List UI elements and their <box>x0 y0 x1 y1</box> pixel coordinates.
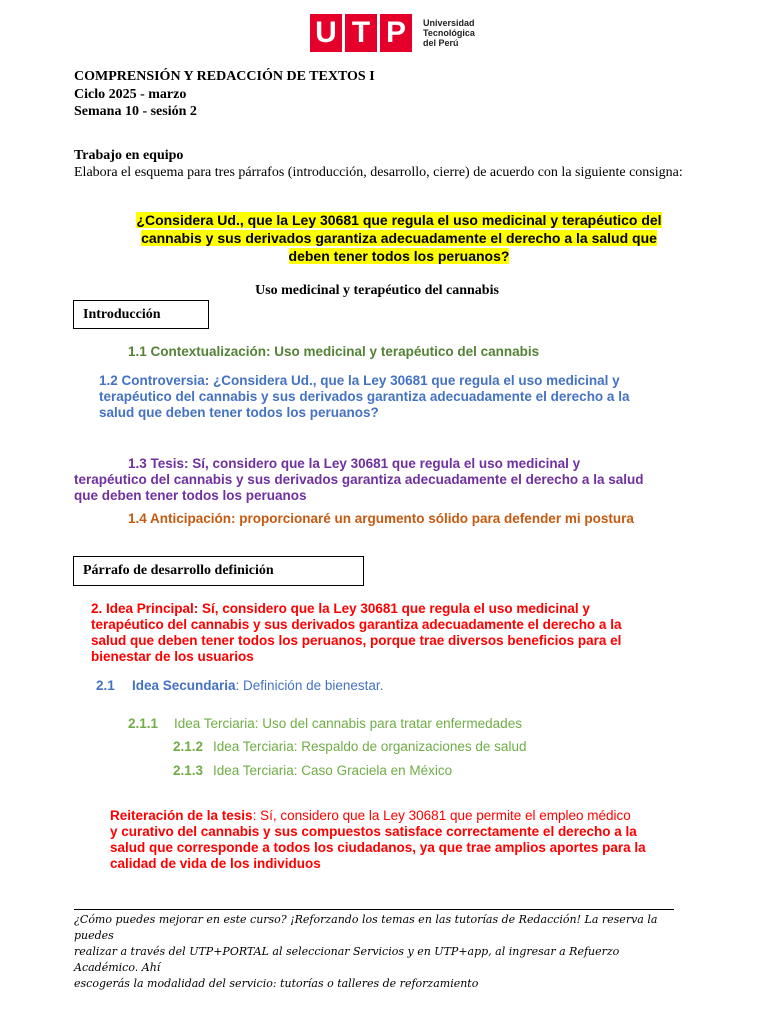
thesis-label: 1.3 Tesis: <box>128 456 189 471</box>
footer-note: ¿Cómo puedes mejorar en este curso? ¡Reforzando los temas en las tutorías de Redacción! La reserva la puedes realizar a través del UTP+PORTAL al seleccionar Servicios y en UTP+app, al ingresar a Refuerzo Académico. Ahí escogerás la modalidad del servicio: tutorías o talleres de reforzamiento <box>74 913 658 990</box>
main-idea-label: 2. Idea Principal: <box>91 601 199 616</box>
course-cycle: Ciclo 2025 - marzo <box>74 87 187 102</box>
anticipation-label: 1.4 Anticipación: <box>128 511 236 526</box>
task-instruction: Elabora el esquema para tres párrafos (introducción, desarrollo, cierre) de acuerdo con la siguiente consigna: <box>74 165 683 180</box>
guiding-question <box>74 211 724 265</box>
logo-letter-t: T <box>345 14 377 52</box>
anticipation <box>128 511 634 527</box>
secondary-idea <box>96 678 383 694</box>
question-line: ¿Considera Ud., que la Ley 30681 que regula el uso medicinal y terapéutico del <box>136 212 662 228</box>
contextualization <box>128 344 539 360</box>
controversy-label: 1.2 Controversia: <box>99 373 210 388</box>
utp-logo <box>310 14 475 52</box>
development-label: Párrafo de desarrollo definición <box>83 563 274 578</box>
tertiary-idea: 2.1.2 Idea Terciaria: Respaldo de organizaciones de salud <box>173 739 527 754</box>
reiteration-label: Reiteración de la tesis <box>110 808 253 823</box>
secondary-label: Idea Secundaria <box>132 678 236 693</box>
development-section-box <box>73 556 364 586</box>
topic-title: Uso medicinal y terapéutico del cannabis <box>255 283 499 298</box>
thesis: 1.3 Tesis: Sí, considero que la Ley 30681 que regula el uso medicinal y terapéutico del cannabis y sus derivados garantiza adecuadamente el derecho a la salud que deben tener todos los peruanos <box>74 456 644 503</box>
main-idea: 2. Idea Principal: Sí, considero que la Ley 30681 que regula el uso medicinal y terapéutico del cannabis y sus derivados garantiza adecuadamente el derecho a la salud que deben tener todos los peruanos, porque trae diversos beneficios para el bienestar de los usuarios <box>91 601 622 664</box>
secondary-num: 2.1 <box>96 678 115 693</box>
tertiary-idea: 2.1.3 Idea Terciaria: Caso Graciela en México <box>173 763 453 778</box>
question-line: cannabis y sus derivados garantiza adecuadamente el derecho a la salud que <box>141 230 657 246</box>
intro-label: Introducción <box>83 306 161 322</box>
tertiary-idea: 2.1.1 Idea Terciaria: Uso del cannabis para tratar enfermedades <box>128 716 522 731</box>
question-line: deben tener todos los peruanos? <box>288 248 510 264</box>
logo-letter-u: U <box>310 14 342 52</box>
contextualization-label: 1.1 Contextualización: <box>128 344 271 359</box>
secondary-text: : Definición de bienestar. <box>235 678 384 693</box>
intro-section-box <box>73 300 209 329</box>
anticipation-text: proporcionaré un argumento sólido para defender mi postura <box>235 511 634 526</box>
logo-wordmark: Universidad Tecnológica del Perú <box>423 18 475 48</box>
task-title: Trabajo en equipo <box>74 148 184 163</box>
course-title: COMPRENSIÓN Y REDACCIÓN DE TEXTOS I <box>74 69 375 84</box>
logo-letter-p: P <box>380 14 412 52</box>
controversy: 1.2 Controversia: ¿Considera Ud., que la Ley 30681 que regula el uso medicinal y terapéutico del cannabis y sus derivados garantiza adecuadamente el derecho a la salud que deben tener todos los peruanos? <box>99 373 630 420</box>
course-week: Semana 10 - sesión 2 <box>74 104 197 119</box>
thesis-reiteration: Reiteración de la tesis: Sí, considero que la Ley 30681 que permite el empleo médico y curativo del cannabis y sus compuestos satisface correctamente el derecho a la salud que corresponde a todos los ciudadanos, ya que trae amplios aportes para la calidad de vida de los individuos <box>110 808 646 871</box>
contextualization-text: Uso medicinal y terapéutico del cannabis <box>270 344 540 359</box>
footer-divider <box>74 909 674 910</box>
